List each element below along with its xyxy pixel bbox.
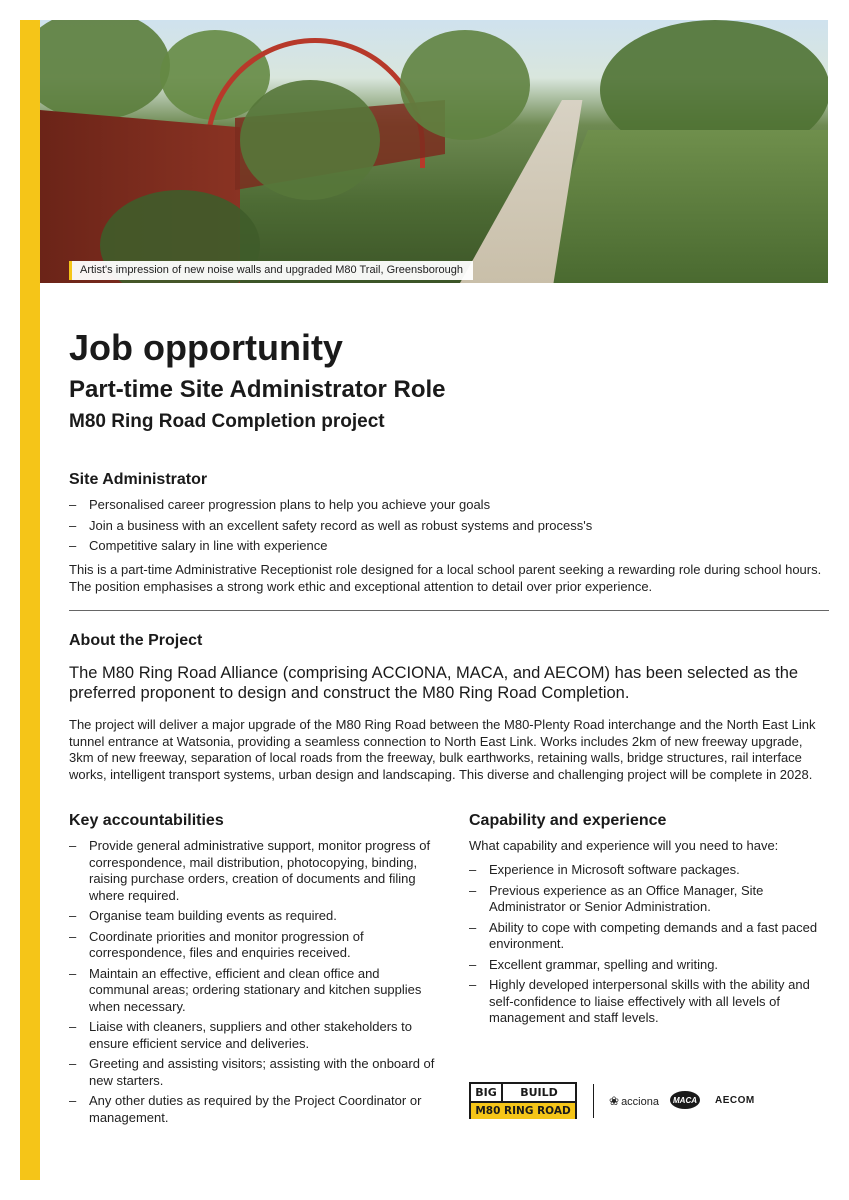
capability-list — [469, 862, 829, 1027]
logo-divider — [593, 1084, 594, 1118]
list-item: – Organise team building events as required. — [69, 908, 439, 925]
about-body: The project will deliver a major upgrade of the M80 Ring Road between the M80-Plenty Road interchange and the North East Link tunnel entrance at Watsonia, providing a seamless connection to North East Link. Works includes 2km of new freeway upgrade, 3km of new freeway, separation of local roads from the freeway, bulk earthworks, retaining walls, bridge structures, rail interface works, intelligent transport systems, urban design and landscaping. This diverse and challenging project will be complete in 2028. — [69, 717, 816, 782]
project-title: M80 Ring Road Completion project — [69, 411, 385, 432]
page-title: Job opportunity — [69, 327, 343, 368]
accent-bar — [20, 20, 40, 1180]
list-item: – Maintain an effective, efficient and clean office and communal areas; ordering stationary and kitchen supplies when necessary. — [69, 966, 439, 1016]
list-item: – Ability to cope with competing demands and a fast paced environment. — [469, 920, 829, 953]
site-admin-description: This is a part-time Administrative Receptionist role designed for a local school parent seeking a rewarding role during school hours. The position emphasises a strong work ethic and exceptional attention to detail over prior experience. — [69, 562, 822, 594]
role-title: Part-time Site Administrator Role — [69, 376, 446, 403]
about-lead: The M80 Ring Road Alliance (comprising ACCIONA, MACA, and AECOM) has been selected as the preferred proponent to design and construct the M80 Ring Road Completion. — [69, 664, 799, 702]
site-admin-heading: Site Administrator — [69, 471, 208, 488]
partner-logos — [469, 1082, 769, 1122]
list-item: – Provide general administrative support, monitor progress of correspondence, mail distribution, photocopying, binding, raising purchase orders, creation of documents and filing where required. — [69, 838, 439, 904]
acciona-mark-icon: ❀ — [609, 1094, 620, 1108]
list-item: – Competitive salary in line with experience — [69, 538, 829, 555]
list-item: – Coordinate priorities and monitor progression of correspondence, files and enquiries received. — [69, 929, 439, 962]
list-item: – Join a business with an excellent safety record as well as robust systems and process's — [69, 518, 829, 535]
site-admin-bullets — [69, 497, 829, 555]
big-build-logo: BIG BUILD M80 RING ROAD — [469, 1082, 577, 1119]
list-item: – Excellent grammar, spelling and writing. — [469, 957, 829, 974]
list-item: – Greeting and assisting visitors; assisting with the onboard of new starters. — [69, 1056, 439, 1089]
list-item: – Experience in Microsoft software packages. — [469, 862, 829, 879]
key-accountabilities-list — [69, 838, 439, 1126]
list-item: – Liaise with cleaners, suppliers and other stakeholders to ensure efficient service and deliveries. — [69, 1019, 439, 1052]
about-heading: About the Project — [69, 632, 203, 649]
capability-heading: Capability and experience — [469, 812, 667, 829]
hero-image — [40, 20, 828, 283]
list-item: – Previous experience as an Office Manager, Site Administrator or Senior Administration. — [469, 883, 829, 916]
key-accountabilities-heading: Key accountabilities — [69, 812, 224, 829]
acciona-logo: ❀ acciona — [609, 1094, 659, 1108]
aecom-logo: AECOM — [715, 1095, 755, 1106]
hero-caption: Artist's impression of new noise walls and upgraded M80 Trail, Greensborough — [69, 261, 473, 280]
list-item: – Personalised career progression plans to help you achieve your goals — [69, 497, 829, 514]
list-item: – Any other duties as required by the Project Coordinator or management. — [69, 1093, 439, 1126]
list-item: – Highly developed interpersonal skills with the ability and self-confidence to liaise effectively with all levels of management and staff levels. — [469, 977, 829, 1027]
capability-intro: What capability and experience will you need to have: — [469, 838, 779, 853]
maca-logo: MACA — [670, 1091, 700, 1109]
section-divider — [69, 610, 829, 611]
